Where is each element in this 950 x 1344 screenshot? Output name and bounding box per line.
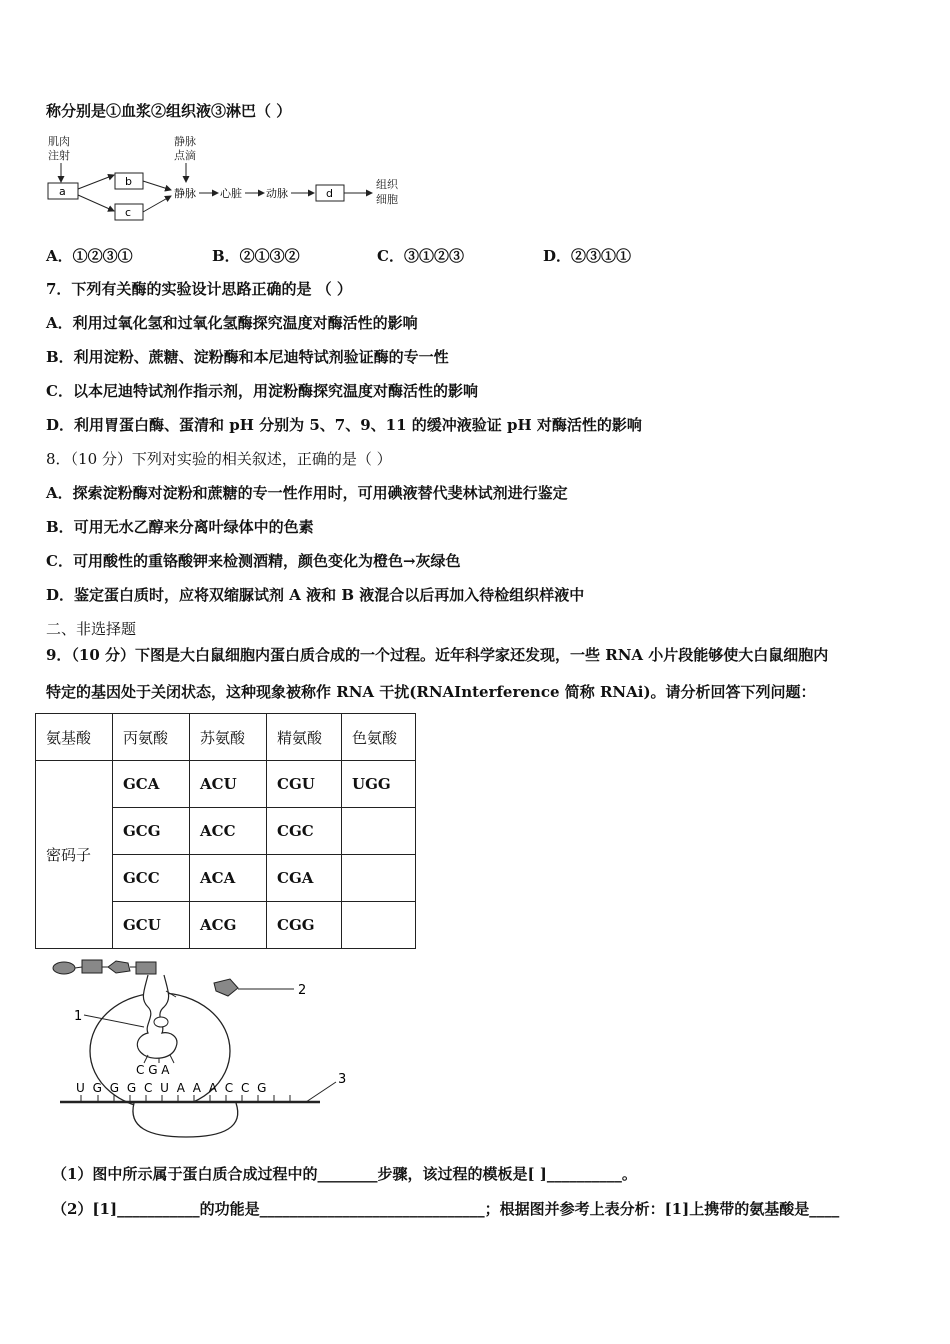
svg-text:b: b (125, 175, 132, 188)
table-header-cell: 氨基酸 (36, 714, 113, 761)
q6-option-c: C．③①②③ (377, 247, 464, 265)
amino-acid-1 (53, 962, 75, 974)
label-1: 1 (74, 1009, 83, 1024)
q9-stem-line1: 9．（10 分）下图是大白鼠细胞内蛋白质合成的一个过程。近年科学家还发现，一些 RNA 小片段能够使大白鼠细胞内 (46, 646, 829, 664)
table-cell: ACU (190, 761, 267, 808)
table-cell (342, 808, 416, 855)
table-row (36, 761, 416, 808)
amino-acid-4 (136, 962, 156, 974)
artery-label: 动脉 (266, 187, 288, 200)
mrna-sequence: U G G G C U A A A C C G (76, 1081, 269, 1095)
trna (137, 975, 177, 1058)
free-amino-acid (214, 979, 238, 996)
q7-stem: 7．下列有关酶的实验设计思路正确的是 （ ） (46, 280, 352, 298)
heart-label: 心脏 (220, 187, 242, 200)
q7-option-c: C．以本尼迪特试剂作指示剂，用淀粉酶探究温度对酶活性的影响 (46, 382, 478, 400)
table-cell: CGG (267, 902, 342, 949)
q6-option-a: A．①②③① (46, 247, 133, 265)
amino-acid-3 (108, 961, 130, 973)
q6-flow-diagram (44, 133, 414, 228)
svg-text:注射: 注射 (48, 149, 70, 162)
vein-label: 静脉 (174, 187, 196, 200)
anticodon-label: C G A (136, 1063, 170, 1077)
q8-option-b: B．可用无水乙醇来分离叶绿体中的色素 (46, 518, 314, 536)
svg-text:c: c (125, 206, 132, 219)
section-heading: 二、非选择题 (46, 620, 137, 638)
table-header-cell: 苏氨酸 (190, 714, 267, 761)
q7-option-b: B．利用淀粉、蔗糖、淀粉酶和本尼迪特试剂验证酶的专一性 (46, 348, 449, 366)
svg-text:a: a (59, 185, 66, 198)
q7-option-a: A．利用过氧化氢和过氧化氢酶探究温度对酶活性的影响 (46, 314, 418, 332)
label-2: 2 (298, 983, 307, 998)
translation-figure (48, 955, 358, 1145)
table-cell: UGG (342, 761, 416, 808)
table-cell: ACC (190, 808, 267, 855)
q8-stem: 8．（10 分）下列对实验的相关叙述，正确的是（ ） (46, 450, 392, 468)
table-cell: GCU (113, 902, 190, 949)
table-cell: ACA (190, 855, 267, 902)
tissue-cells-label: 组织 (376, 178, 398, 191)
amino-acid-2 (82, 960, 102, 973)
table-header-cell: 色氨酸 (342, 714, 416, 761)
table-cell (342, 902, 416, 949)
table-header-cell: 精氨酸 (267, 714, 342, 761)
q6-option-b: B．②①③② (212, 247, 300, 265)
svg-text:细胞: 细胞 (376, 193, 398, 206)
q9-stem-line2: 特定的基因处于关闭状态，这种现象被称作 RNA 干扰(RNAInterference 简称 RNAi)。请分析回答下列问题： (46, 683, 816, 701)
table-cell: CGA (267, 855, 342, 902)
table-cell (342, 855, 416, 902)
q6-stem: 称分别是①血浆②组织液③淋巴（ ） (46, 102, 292, 120)
table-cell: ACG (190, 902, 267, 949)
q7-option-d: D．利用胃蛋白酶、蛋清和 pH 分别为 5、7、9、11 的缓冲液验证 pH 对酶活性的影响 (46, 416, 642, 434)
q8-option-a: A．探索淀粉酶对淀粉和蔗糖的专一性作用时，可用碘液替代斐林试剂进行鉴定 (46, 484, 568, 502)
q8-option-c: C．可用酸性的重铬酸钾来检测酒精，颜色变化为橙色→灰绿色 (46, 552, 461, 570)
table-cell: GCG (113, 808, 190, 855)
table-cell: GCC (113, 855, 190, 902)
svg-text:d: d (326, 187, 333, 200)
table-cell: CGU (267, 761, 342, 808)
ribosome-small-subunit (133, 1103, 238, 1137)
svg-text:点滴: 点滴 (174, 149, 196, 162)
q6-option-d: D．②③①① (543, 247, 632, 265)
codon-table (35, 713, 416, 949)
table-cell: GCA (113, 761, 190, 808)
table-header-row (36, 714, 416, 761)
q8-option-d: D．鉴定蛋白质时，应将双缩脲试剂 A 液和 B 液混合以后再加入待检组织样液中 (46, 586, 585, 604)
label-3: 3 (338, 1072, 347, 1087)
injection-label: 肌肉 (48, 135, 70, 148)
q9-sub2: （2）[1]___________的功能是______________________________；根据图并参考上表分析：[1]上携带的氨基酸是____ (52, 1200, 840, 1218)
q9-sub1: （1）图中所示属于蛋白质合成过程中的________步骤，该过程的模板是[ ]__________。 (52, 1165, 637, 1183)
table-header-cell: 丙氨酸 (113, 714, 190, 761)
table-cell: CGC (267, 808, 342, 855)
iv-drip-label: 静脉 (174, 135, 196, 148)
row-label-codon: 密码子 (36, 761, 113, 949)
